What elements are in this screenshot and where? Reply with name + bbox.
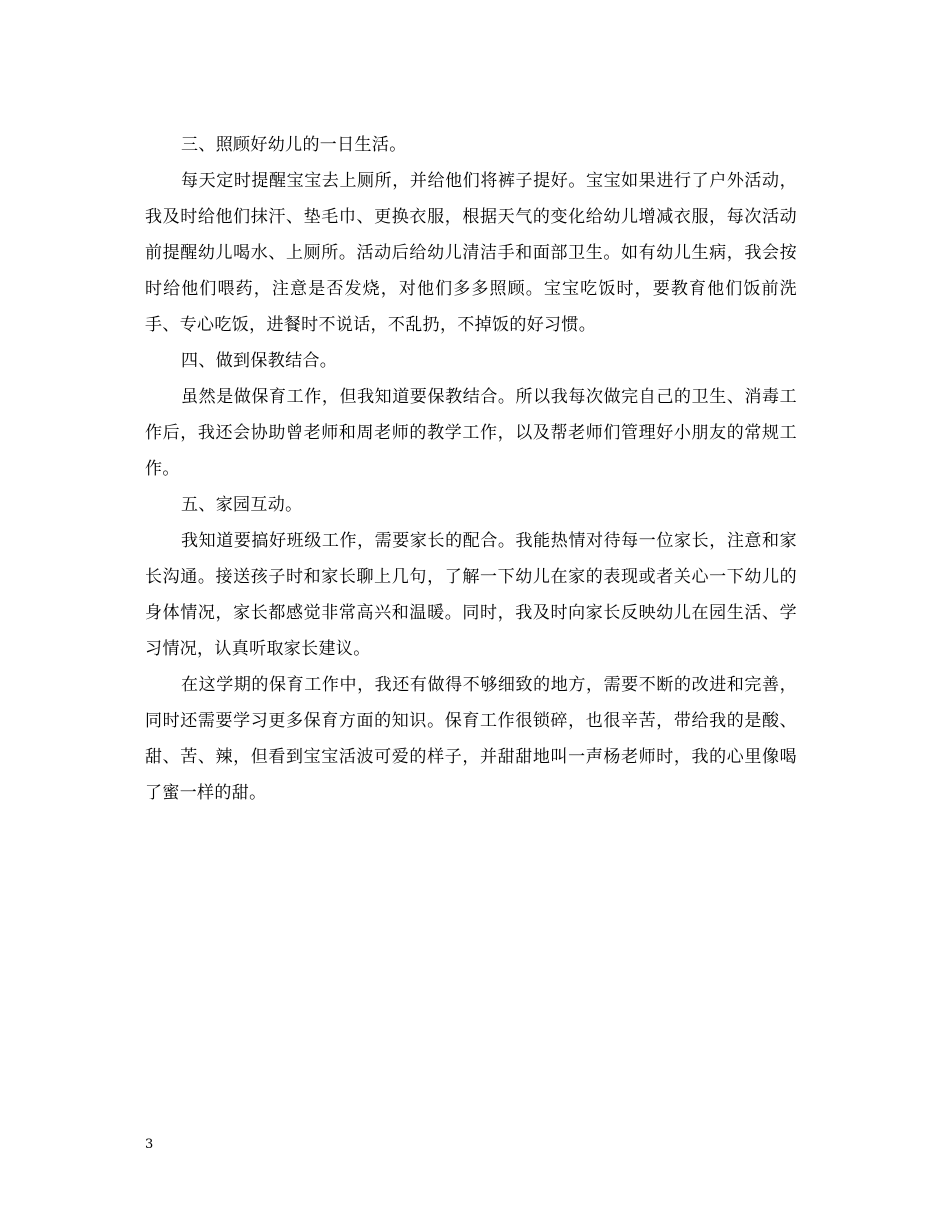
section-heading-care: 三、照顾好幼儿的一日生活。 (181, 135, 407, 155)
paragraph-education: 虽然是做保育工作，但我知道要保教结合。所以我每次做完自己的卫生、消毒工作后，我还会协助曾老师和周老师的教学工作，以及帮老师们管理好小朋友的常规工作。 (145, 387, 797, 479)
paragraph-family: 我知道要搞好班级工作，需要家长的配合。我能热情对待每一位家长，注意和家长沟通。接送孩子时和家长聊上几句，了解一下幼儿在家的表现或者关心一下幼儿的身体情况，家长都感觉非常高兴和温暖。同时，我及时向家长反映幼儿在园生活、学习情况，认真听取家长建议。 (145, 531, 797, 659)
section-heading-education: 四、做到保教结合。 (181, 351, 338, 371)
paragraph-daily-care: 每天定时提醒宝宝去上厕所，并给他们将裤子提好。宝宝如果进行了户外活动，我及时给他们抹汗、垫毛巾、更换衣服，根据天气的变化给幼儿增减衣服，每次活动前提醒幼儿喝水、上厕所。活动后给幼儿清洁手和面部卫生。如有幼儿生病，我会按时给他们喂药，注意是否发烧，对他们多多照顾。宝宝吃饭时，要教育他们饭前洗手、专心吃饭，进餐时不说话，不乱扔，不掉饭的好习惯。 (145, 171, 797, 335)
page-number: 3 (145, 1137, 154, 1152)
section-heading-family: 五、家园互动。 (181, 495, 303, 515)
paragraph-conclusion: 在这学期的保育工作中，我还有做得不够细致的地方，需要不断的改进和完善，同时还需要学习更多保育方面的知识。保育工作很锁碎，也很辛苦，带给我的是酸、甜、苦、辣，但看到宝宝活波可爱的样子，并甜甜地叫一声杨老师时，我的心里像喝了蜜一样的甜。 (145, 675, 797, 803)
document-body (145, 127, 797, 811)
